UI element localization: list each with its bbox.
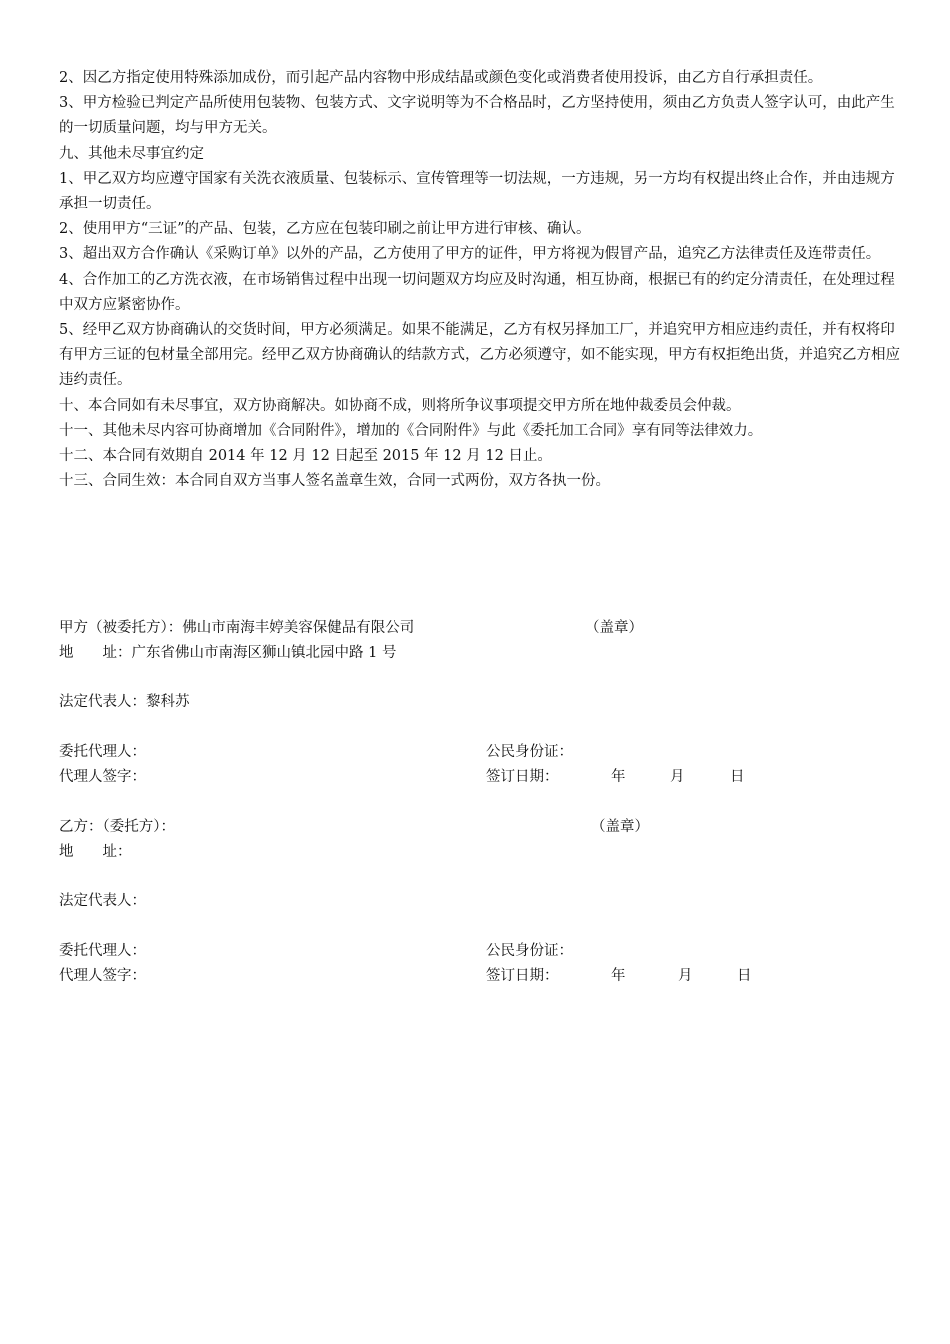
party-a-block — [59, 616, 904, 666]
party-b-block — [59, 815, 904, 865]
party-b-legal-rep: 法定代表人： — [59, 893, 146, 909]
section-heading: 九、其他未尽事宜约定 — [59, 145, 204, 162]
party-b-year: 年 — [611, 968, 626, 984]
clause: 十一、其他未尽内容可协商增加《合同附件》，增加的《合同附件》与此《委托加工合同》享有同等法律效力。 — [59, 422, 763, 439]
clause: 十三、合同生效：本合同自双方当事人签名盖章生效，合同一式两份，双方各执一份。 — [59, 473, 610, 490]
clause: 十、本合同如有未尽事宜，双方协商解决。如协商不成，则将所争议事项提交甲方所在地仲裁委员会仲裁。 — [59, 397, 741, 414]
contract-clauses — [59, 66, 904, 494]
party-b-agent-sign: 代理人签字： — [59, 968, 146, 984]
party-b-id-card: 公民身份证： — [486, 943, 573, 959]
party-a-agent: 委托代理人： — [59, 744, 146, 760]
clause: 2、因乙方指定使用特殊添加成份，而引起产品内容物中形成结晶或颜色变化或消费者使用投诉，由乙方自行承担责任。 — [59, 70, 823, 86]
party-a-day: 日 — [730, 769, 745, 785]
party-a-legal — [59, 690, 904, 715]
party-b-legal — [59, 889, 904, 914]
party-b-month: 月 — [678, 968, 693, 984]
clause: 1、甲乙双方均应遵守国家有关洗衣液质量、包装标示、宣传管理等一切法规，一方违规，另一方均有权提出终止合作，并由违规方承担一切责任。 — [59, 170, 895, 213]
party-b-label: 乙方：（委托方）： — [59, 819, 175, 835]
party-a-legal-rep: 法定代表人：黎科苏 — [59, 694, 190, 710]
clause: 2、使用甲方“三证”的产品、包装，乙方应在包装印刷之前让甲方进行审核、确认。 — [59, 221, 591, 238]
party-a-agent-block — [59, 740, 904, 790]
party-a-sign-date: 签订日期： — [486, 769, 559, 785]
clause: 5、经甲乙双方协商确认的交货时间，甲方必须满足。如果不能满足，乙方有权另择加工厂，并追究甲方相应违约责任，并有权将印有甲方三证的包材量全部用完。经甲乙双方协商确认的结款方式，乙方必须遵守，如不能实现，甲方有权拒绝出货，并追究乙方相应违约责任。 — [59, 322, 900, 389]
party-a-address: 地 址：广东省佛山市南海区狮山镇北园中路 1 号 — [59, 645, 397, 661]
party-a-agent-sign: 代理人签字： — [59, 769, 146, 785]
clause: 十二、本合同有效期自 2014 年 12 月 12 日起至 2015 年 12 月 12 日止。 — [59, 448, 552, 465]
party-b-agent-block — [59, 939, 904, 989]
clause: 4、合作加工的乙方洗衣液，在市场销售过程中出现一切问题双方均应及时沟通，相互协商，根据已有的约定分清责任，在处理过程中双方应紧密协作。 — [59, 271, 895, 313]
party-b-sign-date: 签订日期： — [486, 968, 559, 984]
party-a-year: 年 — [611, 769, 626, 785]
clause: 3、超出双方合作确认《采购订单》以外的产品，乙方使用了甲方的证件，甲方将视为假冒产品，追究乙方法律责任及连带责任。 — [59, 246, 881, 263]
party-a-label: 甲方（被委托方）：佛山市南海丰婷美容保健品有限公司 — [59, 620, 415, 636]
party-b-day: 日 — [737, 968, 752, 984]
party-a-month: 月 — [670, 769, 685, 785]
party-b-seal: （盖章） — [591, 819, 649, 835]
party-a-seal: （盖章） — [585, 620, 643, 636]
party-b-agent: 委托代理人： — [59, 943, 146, 959]
clause: 3、甲方检验已判定产品所使用包装物、包装方式、文字说明等为不合格品时，乙方坚持使用，须由乙方负责人签字认可，由此产生的一切质量问题，均与甲方无关。 — [59, 95, 895, 137]
party-b-address: 地 址： — [59, 844, 132, 860]
party-a-id-card: 公民身份证： — [486, 744, 573, 760]
